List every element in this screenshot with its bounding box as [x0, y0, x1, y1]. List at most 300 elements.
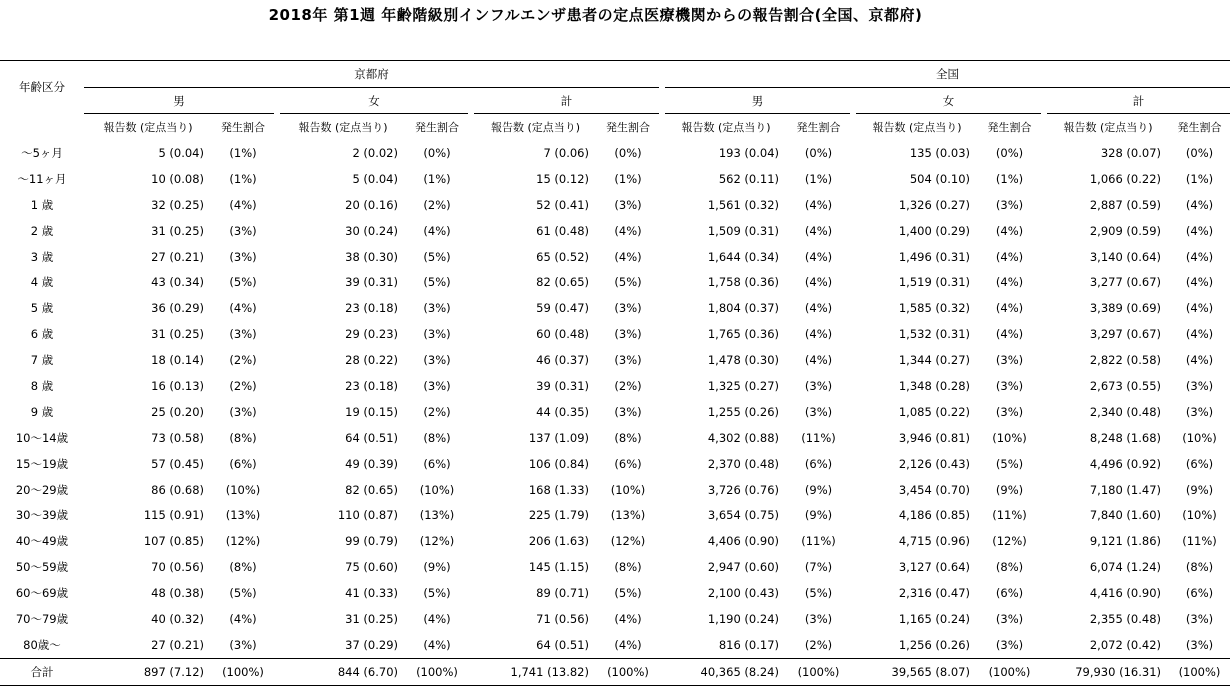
count-cell: 57 (0.45) — [151, 456, 204, 471]
rate-cell: (8%) — [229, 430, 257, 445]
rate-cell: (3%) — [804, 611, 833, 626]
count-cell: 4,496 (0.92) — [1089, 456, 1161, 471]
rate-cell: (13%) — [610, 508, 646, 523]
count-cell: 1,496 (0.31) — [898, 249, 970, 264]
count-cell: 1,741 (13.82) — [474, 658, 597, 685]
count-cell: 4,186 (0.85) — [898, 508, 970, 523]
count-cell: 328 (0.07) — [1100, 145, 1161, 160]
rate-cell: (6%) — [804, 456, 833, 471]
rate-cell: (9%) — [1185, 482, 1214, 497]
rate-header: 発生割合 — [796, 121, 841, 134]
rate-cell: (3%) — [995, 353, 1024, 368]
count-cell: 18 (0.14) — [151, 353, 204, 368]
age-label: 8 歳 — [30, 378, 54, 393]
rate-cell: (8%) — [1185, 560, 1214, 575]
count-cell: 46 (0.37) — [536, 353, 589, 368]
age-label: 6 歳 — [30, 327, 54, 342]
rate-cell: (2%) — [423, 404, 451, 419]
count-cell: 2,370 (0.48) — [707, 456, 779, 471]
count-cell: 49 (0.39) — [345, 456, 398, 471]
page-title: 2018年 第1週 年齢階級別インフルエンザ患者の定点医療機関からの報告割合(全国、京都府) — [268, 6, 923, 24]
table-row — [0, 502, 1230, 528]
age-label: 70～79歳 — [15, 611, 69, 626]
count-cell: 4,302 (0.88) — [707, 430, 779, 445]
count-cell: 1,644 (0.34) — [707, 249, 779, 264]
age-label: 1 歳 — [30, 197, 54, 212]
count-cell: 7,180 (1.47) — [1089, 482, 1161, 497]
count-cell: 36 (0.29) — [151, 301, 204, 316]
count-cell: 70 (0.56) — [151, 560, 204, 575]
rate-cell: (10%) — [225, 482, 261, 497]
count-cell: 3,277 (0.67) — [1089, 275, 1161, 290]
count-cell: 43 (0.34) — [151, 275, 204, 290]
count-cell: 10 (0.08) — [151, 171, 204, 186]
rate-cell: (3%) — [423, 353, 451, 368]
kyoto-male-header: 男 — [84, 88, 274, 114]
rate-cell: (8%) — [995, 560, 1024, 575]
rate-cell: (4%) — [804, 301, 833, 316]
count-cell: 37 (0.29) — [345, 637, 398, 652]
count-cell: 3,654 (0.75) — [707, 508, 779, 523]
rate-cell: (10%) — [992, 430, 1027, 445]
rate-cell: (4%) — [614, 223, 642, 238]
national-total-header: 計 — [1047, 88, 1230, 114]
total-row — [0, 658, 1230, 685]
count-header: 報告数 (定点当り) — [103, 121, 193, 134]
rate-cell: (11%) — [1182, 534, 1217, 549]
rate-cell: (8%) — [423, 430, 451, 445]
count-cell: 107 (0.85) — [143, 534, 204, 549]
rate-cell: (0%) — [1185, 145, 1214, 160]
count-cell: 2,822 (0.58) — [1089, 353, 1161, 368]
count-cell: 82 (0.65) — [345, 482, 398, 497]
count-cell: 20 (0.16) — [345, 197, 398, 212]
rate-cell: (2%) — [804, 637, 833, 652]
rate-cell: (3%) — [995, 378, 1024, 393]
count-cell: 137 (1.09) — [528, 430, 589, 445]
header-row-regions — [0, 61, 1230, 88]
count-cell: 52 (0.41) — [536, 197, 589, 212]
table-row — [0, 347, 1230, 373]
table-row — [0, 269, 1230, 295]
rate-cell: (0%) — [804, 145, 833, 160]
count-cell: 38 (0.30) — [345, 249, 398, 264]
rate-header: 発生割合 — [606, 121, 650, 134]
rate-cell: (3%) — [229, 249, 257, 264]
rate-cell: (10%) — [1182, 430, 1217, 445]
region-header-national: 全国 — [665, 61, 1230, 88]
count-cell: 3,140 (0.64) — [1089, 249, 1161, 264]
count-cell: 73 (0.58) — [151, 430, 204, 445]
rate-cell: (12%) — [419, 534, 455, 549]
count-cell: 27 (0.21) — [151, 637, 204, 652]
count-cell: 8,248 (1.68) — [1089, 430, 1161, 445]
rate-cell: (4%) — [229, 197, 257, 212]
count-cell: 1,532 (0.31) — [898, 327, 970, 342]
rate-cell: (100%) — [212, 658, 274, 685]
rate-cell: (3%) — [995, 197, 1024, 212]
rate-header: 発生割合 — [415, 121, 459, 134]
header-row-sex — [0, 88, 1230, 114]
rate-cell: (5%) — [614, 586, 642, 601]
rate-cell: (3%) — [423, 301, 451, 316]
rate-cell: (4%) — [804, 275, 833, 290]
count-header: 報告数 (定点当り) — [681, 121, 771, 134]
national-female-header: 女 — [856, 88, 1041, 114]
count-cell: 135 (0.03) — [909, 145, 970, 160]
rate-cell: (12%) — [610, 534, 646, 549]
rate-cell: (4%) — [423, 637, 451, 652]
rate-cell: (3%) — [229, 637, 257, 652]
rate-cell: (3%) — [804, 404, 833, 419]
count-cell: 30 (0.24) — [345, 223, 398, 238]
count-cell: 82 (0.65) — [536, 275, 589, 290]
rate-cell: (4%) — [229, 301, 257, 316]
rate-cell: (3%) — [614, 301, 642, 316]
rate-cell: (4%) — [1185, 197, 1214, 212]
count-cell: 6,074 (1.24) — [1089, 560, 1161, 575]
rate-cell: (1%) — [1185, 171, 1214, 186]
count-cell: 1,585 (0.32) — [898, 301, 970, 316]
count-cell: 2,316 (0.47) — [898, 586, 970, 601]
rate-cell: (4%) — [804, 327, 833, 342]
rate-cell: (5%) — [423, 249, 451, 264]
rate-cell: (4%) — [995, 223, 1024, 238]
rate-cell: (5%) — [995, 456, 1024, 471]
count-cell: 5 (0.04) — [352, 171, 398, 186]
age-column-header: 年齢区分 — [0, 61, 84, 114]
count-cell: 2 (0.02) — [352, 145, 398, 160]
age-label: 4 歳 — [30, 275, 54, 290]
count-cell: 60 (0.48) — [536, 327, 589, 342]
age-label: ～5ヶ月 — [21, 145, 63, 160]
count-header: 報告数 (定点当り) — [872, 121, 962, 134]
count-cell: 64 (0.51) — [345, 430, 398, 445]
count-cell: 3,726 (0.76) — [707, 482, 779, 497]
rate-cell: (3%) — [1185, 378, 1214, 393]
count-cell: 1,326 (0.27) — [898, 197, 970, 212]
count-cell: 32 (0.25) — [151, 197, 204, 212]
rate-cell: (6%) — [614, 456, 642, 471]
rate-cell: (3%) — [1185, 611, 1214, 626]
count-cell: 19 (0.15) — [345, 404, 398, 419]
count-cell: 27 (0.21) — [151, 249, 204, 264]
count-cell: 59 (0.47) — [536, 301, 589, 316]
count-cell: 5 (0.04) — [158, 145, 204, 160]
rate-cell: (4%) — [804, 223, 833, 238]
count-cell: 16 (0.13) — [151, 378, 204, 393]
rate-cell: (3%) — [229, 223, 257, 238]
age-label: 80歳～ — [23, 637, 61, 652]
rate-cell: (6%) — [423, 456, 451, 471]
count-cell: 64 (0.51) — [536, 637, 589, 652]
count-cell: 40 (0.32) — [151, 611, 204, 626]
rate-cell: (10%) — [1182, 508, 1217, 523]
kyoto-female-header: 女 — [280, 88, 468, 114]
count-cell: 23 (0.18) — [345, 301, 398, 316]
rate-cell: (1%) — [995, 171, 1024, 186]
table-row — [0, 399, 1230, 425]
count-cell: 2,947 (0.60) — [707, 560, 779, 575]
rate-cell: (13%) — [419, 508, 455, 523]
table-row — [0, 192, 1230, 218]
rate-cell: (4%) — [1185, 301, 1214, 316]
count-cell: 1,758 (0.36) — [707, 275, 779, 290]
rate-cell: (5%) — [423, 275, 451, 290]
count-cell: 1,256 (0.26) — [898, 637, 970, 652]
rate-cell: (6%) — [1185, 456, 1214, 471]
rate-cell: (3%) — [614, 404, 642, 419]
age-label: 50～59歳 — [15, 560, 69, 575]
rate-cell: (4%) — [614, 611, 642, 626]
age-label: 40～49歳 — [15, 534, 69, 549]
count-cell: 206 (1.63) — [528, 534, 589, 549]
count-cell: 1,344 (0.27) — [898, 353, 970, 368]
count-cell: 816 (0.17) — [718, 637, 779, 652]
region-header-kyoto: 京都府 — [84, 61, 659, 88]
count-cell: 2,909 (0.59) — [1089, 223, 1161, 238]
table-row — [0, 632, 1230, 658]
count-cell: 1,478 (0.30) — [707, 353, 779, 368]
count-cell: 1,325 (0.27) — [707, 378, 779, 393]
count-cell: 1,804 (0.37) — [707, 301, 779, 316]
age-label: 20～29歳 — [15, 482, 69, 497]
age-label: 10～14歳 — [15, 430, 69, 445]
rate-cell: (100%) — [787, 658, 850, 685]
count-cell: 1,765 (0.36) — [707, 327, 779, 342]
count-cell: 115 (0.91) — [143, 508, 204, 523]
table-row — [0, 451, 1230, 477]
table-row — [0, 166, 1230, 192]
rate-cell: (4%) — [804, 249, 833, 264]
rate-cell: (3%) — [1185, 404, 1214, 419]
count-cell: 48 (0.38) — [151, 586, 204, 601]
count-cell: 3,454 (0.70) — [898, 482, 970, 497]
table-row — [0, 606, 1230, 632]
national-male-header: 男 — [665, 88, 850, 114]
count-cell: 23 (0.18) — [345, 378, 398, 393]
count-cell: 40,365 (8.24) — [665, 658, 787, 685]
rate-cell: (7%) — [804, 560, 833, 575]
rate-cell: (3%) — [995, 611, 1024, 626]
count-cell: 4,715 (0.96) — [898, 534, 970, 549]
count-cell: 28 (0.22) — [345, 353, 398, 368]
rate-cell: (4%) — [995, 275, 1024, 290]
rate-cell: (8%) — [229, 560, 257, 575]
count-cell: 225 (1.79) — [528, 508, 589, 523]
rate-cell: (3%) — [614, 327, 642, 342]
count-cell: 1,509 (0.31) — [707, 223, 779, 238]
rate-cell: (11%) — [801, 430, 836, 445]
count-cell: 86 (0.68) — [151, 482, 204, 497]
rate-cell: (5%) — [614, 275, 642, 290]
table-row — [0, 295, 1230, 321]
influenza-table — [0, 60, 1230, 686]
count-cell: 4,406 (0.90) — [707, 534, 779, 549]
rate-cell: (10%) — [610, 482, 646, 497]
count-cell: 1,561 (0.32) — [707, 197, 779, 212]
rate-cell: (8%) — [614, 560, 642, 575]
kyoto-total-header: 計 — [474, 88, 659, 114]
rate-cell: (3%) — [614, 353, 642, 368]
count-cell: 2,887 (0.59) — [1089, 197, 1161, 212]
count-cell: 7,840 (1.60) — [1089, 508, 1161, 523]
rate-cell: (100%) — [406, 658, 468, 685]
count-cell: 3,389 (0.69) — [1089, 301, 1161, 316]
count-cell: 1,255 (0.26) — [707, 404, 779, 419]
rate-cell: (2%) — [229, 353, 257, 368]
count-cell: 110 (0.87) — [337, 508, 398, 523]
count-cell: 2,673 (0.55) — [1089, 378, 1161, 393]
rate-cell: (9%) — [804, 508, 833, 523]
rate-cell: (4%) — [229, 611, 257, 626]
rate-cell: (100%) — [978, 658, 1041, 685]
rate-cell: (3%) — [614, 197, 642, 212]
rate-header: 発生割合 — [221, 121, 265, 134]
rate-cell: (4%) — [423, 223, 451, 238]
rate-cell: (4%) — [804, 197, 833, 212]
rate-cell: (3%) — [229, 327, 257, 342]
rate-cell: (1%) — [614, 171, 642, 186]
rate-cell: (1%) — [229, 145, 257, 160]
age-label: 7 歳 — [30, 353, 54, 368]
rate-cell: (3%) — [423, 378, 451, 393]
rate-header: 発生割合 — [987, 121, 1032, 134]
count-cell: 39 (0.31) — [345, 275, 398, 290]
rate-cell: (3%) — [1185, 637, 1214, 652]
age-label: 5 歳 — [30, 301, 54, 316]
count-cell: 39,565 (8.07) — [856, 658, 978, 685]
rate-cell: (4%) — [1185, 327, 1214, 342]
rate-cell: (4%) — [995, 249, 1024, 264]
rate-cell: (5%) — [423, 586, 451, 601]
table-row — [0, 218, 1230, 244]
table-row — [0, 580, 1230, 606]
count-cell: 1,190 (0.24) — [707, 611, 779, 626]
age-label: 60～69歳 — [15, 586, 69, 601]
count-cell: 3,127 (0.64) — [898, 560, 970, 575]
count-cell: 562 (0.11) — [718, 171, 779, 186]
count-cell: 31 (0.25) — [151, 327, 204, 342]
rate-cell: (3%) — [229, 404, 257, 419]
rate-cell: (10%) — [419, 482, 455, 497]
rate-cell: (5%) — [229, 586, 257, 601]
rate-cell: (11%) — [801, 534, 836, 549]
rate-cell: (0%) — [995, 145, 1024, 160]
count-cell: 1,400 (0.29) — [898, 223, 970, 238]
rate-cell: (3%) — [423, 327, 451, 342]
rate-cell: (4%) — [1185, 249, 1214, 264]
rate-cell: (100%) — [1169, 658, 1230, 685]
rate-cell: (5%) — [804, 586, 833, 601]
rate-cell: (2%) — [229, 378, 257, 393]
rate-cell: (8%) — [614, 430, 642, 445]
rate-cell: (1%) — [229, 171, 257, 186]
count-cell: 1,165 (0.24) — [898, 611, 970, 626]
rate-cell: (1%) — [423, 171, 451, 186]
rate-cell: (4%) — [614, 249, 642, 264]
rate-cell: (2%) — [423, 197, 451, 212]
table-row — [0, 477, 1230, 503]
rate-cell: (4%) — [1185, 275, 1214, 290]
rate-cell: (1%) — [804, 171, 833, 186]
count-cell: 168 (1.33) — [528, 482, 589, 497]
age-label: 9 歳 — [30, 404, 54, 419]
count-cell: 1,085 (0.22) — [898, 404, 970, 419]
count-cell: 99 (0.79) — [345, 534, 398, 549]
count-cell: 3,297 (0.67) — [1089, 327, 1161, 342]
count-header: 報告数 (定点当り) — [1063, 121, 1153, 134]
count-cell: 193 (0.04) — [718, 145, 779, 160]
rate-cell: (5%) — [229, 275, 257, 290]
count-cell: 7 (0.06) — [543, 145, 589, 160]
count-cell: 2,072 (0.42) — [1089, 637, 1161, 652]
count-cell: 65 (0.52) — [536, 249, 589, 264]
rate-cell: (0%) — [614, 145, 642, 160]
rate-cell: (0%) — [423, 145, 451, 160]
count-cell: 106 (0.84) — [528, 456, 589, 471]
rate-cell: (4%) — [1185, 223, 1214, 238]
table-row — [0, 425, 1230, 451]
age-label: 2 歳 — [30, 223, 54, 238]
count-cell: 2,340 (0.48) — [1089, 404, 1161, 419]
rate-cell: (3%) — [804, 378, 833, 393]
count-cell: 844 (6.70) — [280, 658, 406, 685]
rate-cell: (6%) — [229, 456, 257, 471]
age-label: 3 歳 — [30, 249, 54, 264]
rate-cell: (3%) — [995, 404, 1024, 419]
rate-cell: (4%) — [804, 353, 833, 368]
rate-header: 発生割合 — [1177, 121, 1222, 134]
count-cell: 44 (0.35) — [536, 404, 589, 419]
count-header: 報告数 (定点当り) — [298, 121, 388, 134]
rate-cell: (4%) — [1185, 353, 1214, 368]
count-cell: 31 (0.25) — [345, 611, 398, 626]
count-cell: 504 (0.10) — [909, 171, 970, 186]
rate-cell: (6%) — [1185, 586, 1214, 601]
count-cell: 2,355 (0.48) — [1089, 611, 1161, 626]
age-label: 15～19歳 — [15, 456, 69, 471]
count-cell: 897 (7.12) — [84, 658, 212, 685]
count-cell: 1,348 (0.28) — [898, 378, 970, 393]
rate-cell: (100%) — [597, 658, 659, 685]
rate-cell: (12%) — [992, 534, 1027, 549]
rate-cell: (13%) — [225, 508, 261, 523]
count-cell: 39 (0.31) — [536, 378, 589, 393]
count-cell: 2,100 (0.43) — [707, 586, 779, 601]
rate-cell: (2%) — [614, 378, 642, 393]
header-row-metrics — [0, 114, 1230, 141]
rate-cell: (4%) — [614, 637, 642, 652]
table-row — [0, 140, 1230, 166]
count-cell: 145 (1.15) — [528, 560, 589, 575]
age-label: 合計 — [0, 658, 84, 685]
count-cell: 2,126 (0.43) — [898, 456, 970, 471]
count-cell: 15 (0.12) — [536, 171, 589, 186]
count-header: 報告数 (定点当り) — [490, 121, 581, 134]
count-cell: 1,519 (0.31) — [898, 275, 970, 290]
table-row — [0, 554, 1230, 580]
count-cell: 9,121 (1.86) — [1089, 534, 1161, 549]
count-cell: 89 (0.71) — [536, 586, 589, 601]
table-row — [0, 244, 1230, 270]
table-row — [0, 321, 1230, 347]
rate-cell: (11%) — [992, 508, 1027, 523]
count-cell: 1,066 (0.22) — [1089, 171, 1161, 186]
rate-cell: (4%) — [995, 327, 1024, 342]
count-cell: 31 (0.25) — [151, 223, 204, 238]
count-cell: 3,946 (0.81) — [898, 430, 970, 445]
